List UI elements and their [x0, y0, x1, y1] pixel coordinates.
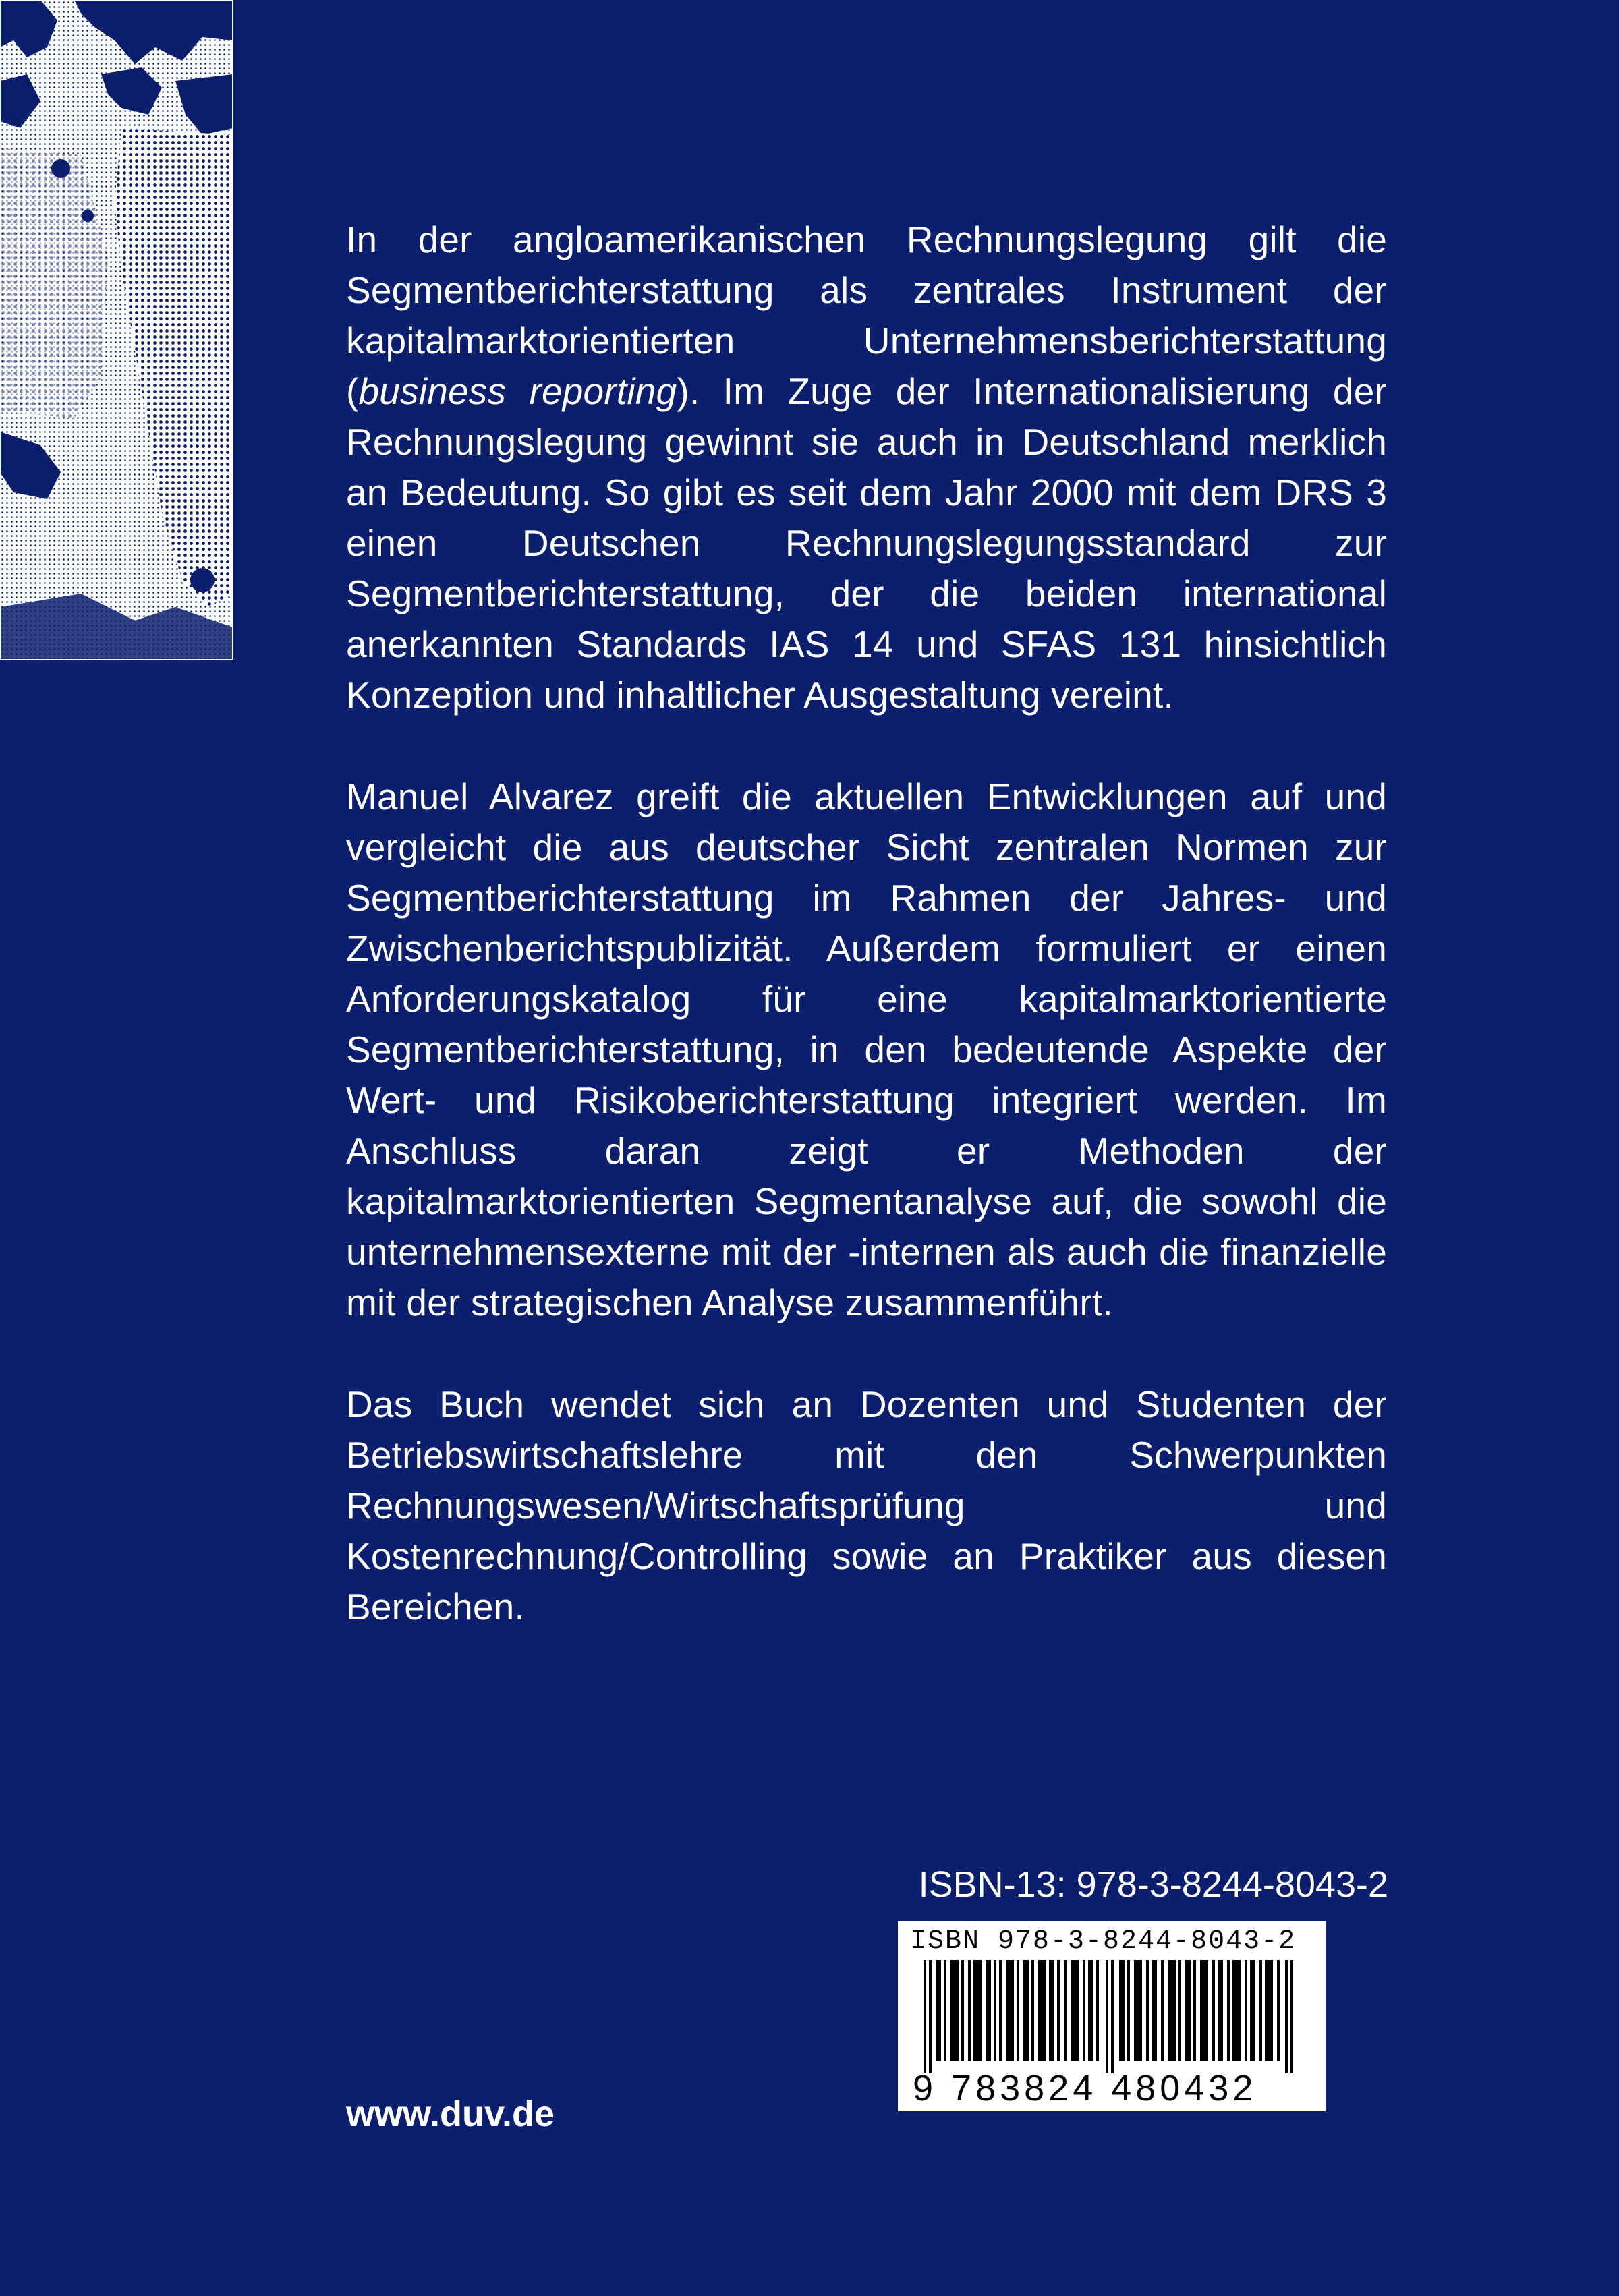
world-map-icon: [0, 0, 233, 660]
isbn-label: ISBN-13: 978-3-8244-8043-2: [918, 1864, 1388, 1905]
barcode-bars: [924, 1960, 1301, 2073]
blurb-paragraph-1-emphasis: business reporting: [358, 370, 677, 412]
blurb-paragraph-1-part-b: ). Im Zuge der Internationalisierung der Rechnungslegung gewinnt sie auch in Deutschland merklich an Bedeutung. So gibt es seit dem Jahr 2000 mit dem DRS 3 einen Deutschen Rechnungslegungsstandard zur Segmentberichterstattung, der die beiden international anerkannten Standards IAS 14 und SFAS 131 hinsichtlich Konzeption und inhaltlicher Ausgestaltung vereint.: [346, 370, 1387, 716]
blurb-paragraph-2: Manuel Alvarez greift die aktuellen Entwicklungen auf und vergleicht die aus deutscher Sicht zentralen Normen zur Segmentberichterstattung im Rahmen der Jahres- und Zwischenberichtspublizität. Außerdem formuliert er einen Anforderungskatalog für eine kapitalmarktorientierte Segmentberichterstattung, in den bedeutende Aspekte der Wert- und Risikoberichterstattung integriert werden. Im Anschluss daran zeigt er Methoden der kapitalmarktorientierten Segmentanalyse auf, die sowohl die unternehmensexterne mit der -internen als auch die finanzielle mit der strategischen Analyse zusammenführt.: [346, 776, 1387, 1323]
barcode-isbn-text: ISBN 978-3-8244-8043-2: [910, 1926, 1297, 1957]
blurb-paragraph-1: [346, 214, 1387, 720]
blurb-text: [346, 214, 1387, 1684]
barcode-icon: [898, 1921, 1326, 2111]
blurb-paragraph-1-part-a: In der angloamerikanischen Rechnungslegung gilt die Segmentberichterstattung als zentrales Instrument der kapitalmarktorientierten Unternehmensberichterstattung (: [346, 219, 1387, 412]
blurb-paragraph-3: Das Buch wendet sich an Dozenten und Studenten der Betriebswirtschaftslehre mit den Schwerpunkten Rechnungswesen/Wirtschaftsprüfung und Kostenrechnung/Controlling sowie an Praktiker aus diesen Bereichen.: [346, 1383, 1387, 1628]
barcode-digits: 9 783824 480432: [913, 2068, 1257, 2108]
publisher-website: www.duv.de: [346, 2094, 555, 2134]
